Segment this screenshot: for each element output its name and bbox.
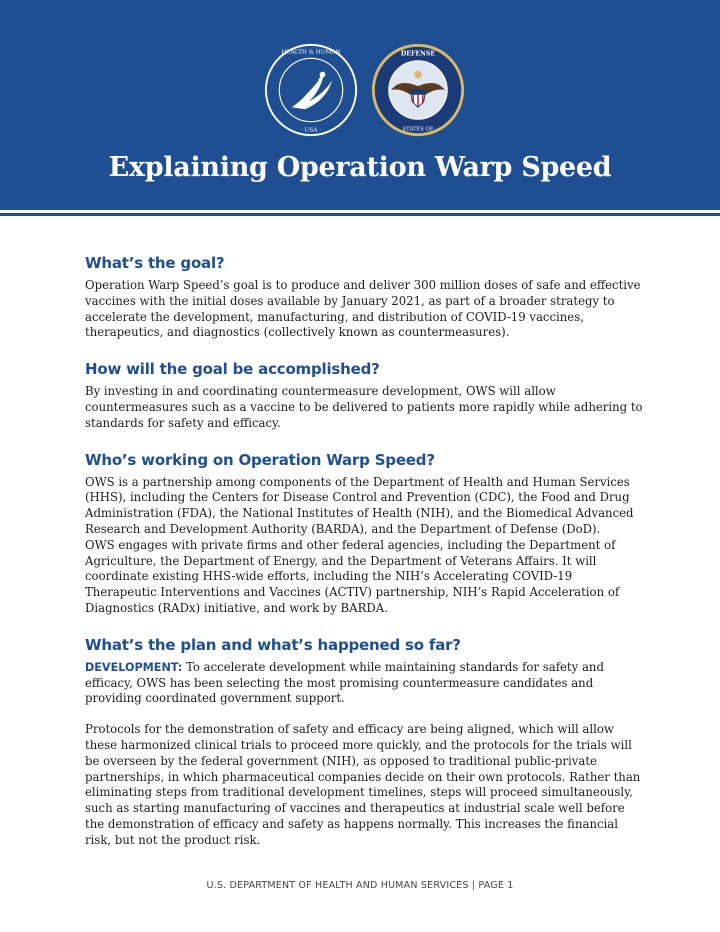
- section-body: Operation Warp Speed’s goal is to produce and deliver 300 million doses of safe and effective vaccines with the initial doses available by January 2021, as part of a broader strategy to accelerate the development, manufacturing, and distribution of COVID-19 vaccines, therapeutics, and diagnostics (collectively known as countermeasures).: [85, 278, 641, 340]
- section-heading: What’s the plan and what’s happened so far?: [85, 635, 461, 654]
- section-body: By investing in and coordinating countermeasure development, OWS will allow countermeasures such as a vaccine to be delivered to patients more rapidly while adhering to standards for safety and efficacy.: [85, 384, 643, 430]
- page-footer: U.S. DEPARTMENT OF HEALTH AND HUMAN SERVICES | PAGE 1: [206, 880, 514, 891]
- svg-text:STATES OF: STATES OF: [402, 126, 434, 133]
- dod-seal-icon: [370, 42, 466, 138]
- section-body-continued: OWS engages with private firms and other federal agencies, including the Department of Agriculture, the Department of Energy, and the Department of Veterans Affairs. It will coordinate existing HHS-wide efforts, including the NIH’s Accelerating COVID-19 Therapeutic Interventions and Vaccines (ACTIV) partnership, NIH’s Rapid Acceleration of Diagnostics (RADx) initiative, and work by BARDA.: [85, 537, 620, 615]
- svg-text:HEALTH & HUMAN: HEALTH & HUMAN: [281, 49, 341, 56]
- section-goal: [85, 254, 645, 341]
- section-heading: How will the goal be accomplished?: [85, 360, 380, 379]
- hhs-seal-icon: [263, 42, 359, 138]
- svg-text:DEFENSE: DEFENSE: [400, 50, 436, 58]
- development-paragraph: [85, 660, 645, 707]
- page-title: Explaining Operation Warp Speed: [108, 152, 612, 183]
- section-who: [85, 451, 645, 617]
- section-heading: What’s the goal?: [85, 254, 225, 272]
- section-how: [85, 360, 645, 431]
- development-text: To accelerate development while maintaining standards for safety and efficacy, OWS has been selecting the most promising countermeasure candidates and providing coordinated government support.: [85, 659, 604, 706]
- section-body: OWS is a partnership among components of the Department of Health and Human Services (HHS), including the Centers for Disease Control and Prevention (CDC), the Food and Drug Administration (FDA), the National Institutes of Health (NIH), and the Biomedical Advanced Research and Development Authority (BARDA), and the Department of Defense (DoD).: [85, 474, 634, 536]
- protocols-paragraph: Protocols for the demonstration of safety and efficacy are being aligned, which will allow these harmonized clinical trials to proceed more quickly, and the protocols for the trials will be overseen by the federal government (NIH), as opposed to traditional public-private partnerships, in which pharmaceutical companies decide on their own protocols. Rather than eliminating steps from traditional development timelines, steps will proceed simultaneously, such as starting manufacturing of vaccines and therapeutics at industrial scale well before the demonstration of efficacy and safety as happens normally. This increases the financial risk, but not the product risk.: [85, 722, 641, 847]
- main-content: [85, 254, 645, 868]
- header-divider-dark: [0, 213, 720, 216]
- svg-text:· USA ·: · USA ·: [300, 127, 322, 134]
- section-heading: Who’s working on Operation Warp Speed?: [85, 450, 435, 469]
- section-plan: [85, 636, 645, 849]
- header-band: [0, 0, 720, 210]
- development-lead: DEVELOPMENT:: [85, 660, 183, 674]
